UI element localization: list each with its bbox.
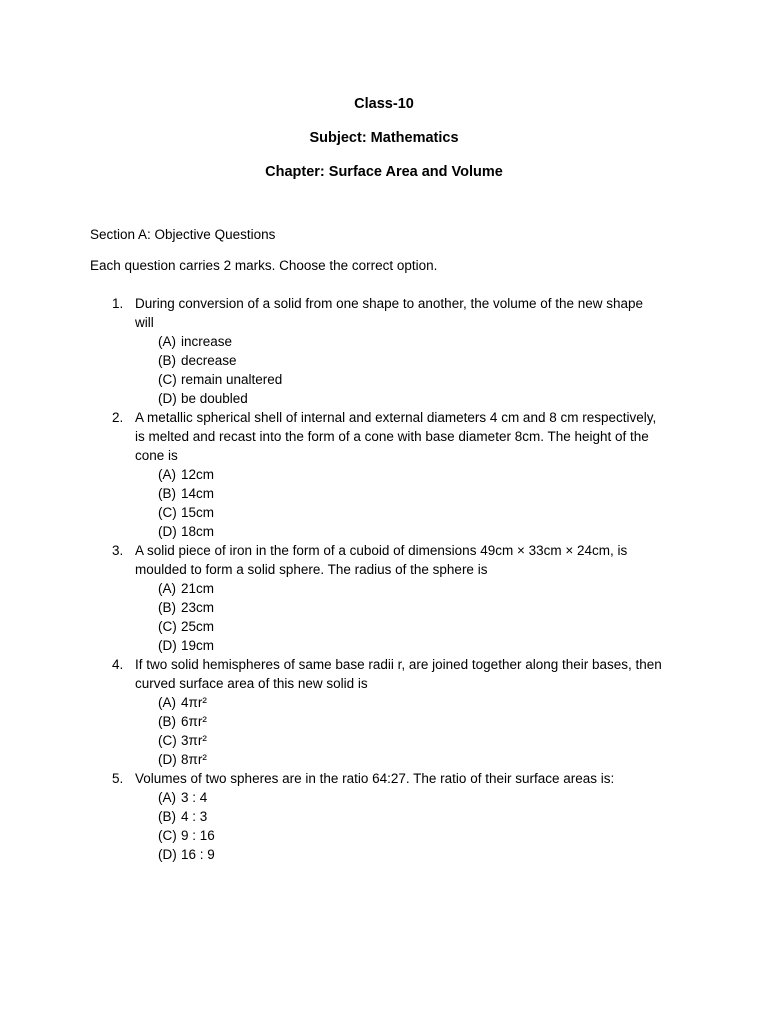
question-text-line: is melted and recast into the form of a cone with base diameter 8cm. The height of the bbox=[135, 429, 649, 444]
option-label: (C) bbox=[158, 733, 177, 748]
option-label: (B) bbox=[158, 714, 176, 729]
option-label: (C) bbox=[158, 372, 177, 387]
question-item bbox=[0, 408, 768, 541]
question-item bbox=[0, 294, 768, 408]
question-text-line: cone is bbox=[135, 448, 178, 463]
option-label: (C) bbox=[158, 828, 177, 843]
option-text: be doubled bbox=[181, 391, 248, 406]
answer-option bbox=[0, 845, 768, 864]
option-text: 18cm bbox=[181, 524, 215, 539]
option-text: 12cm bbox=[181, 467, 215, 482]
option-label: (A) bbox=[158, 695, 176, 710]
answer-option bbox=[0, 465, 768, 484]
question-text bbox=[135, 541, 685, 579]
answer-option bbox=[0, 579, 768, 598]
option-text: decrease bbox=[181, 353, 237, 368]
answer-option bbox=[0, 731, 768, 750]
option-label: (B) bbox=[158, 353, 176, 368]
option-label: (D) bbox=[158, 524, 177, 539]
option-text: 23cm bbox=[181, 600, 215, 615]
option-text: 25cm bbox=[181, 619, 215, 634]
option-label: (B) bbox=[158, 600, 176, 615]
answer-option bbox=[0, 598, 768, 617]
question-text bbox=[135, 294, 685, 332]
class-heading: Class-10 bbox=[354, 96, 414, 112]
option-label: (A) bbox=[158, 334, 176, 349]
answer-option bbox=[0, 826, 768, 845]
answer-option bbox=[0, 636, 768, 655]
option-text: 4 : 3 bbox=[181, 809, 208, 824]
option-label: (C) bbox=[158, 505, 177, 520]
option-text: remain unaltered bbox=[181, 372, 283, 387]
option-text: 14cm bbox=[181, 486, 215, 501]
question-text-line: A solid piece of iron in the form of a cuboid of dimensions 49cm × 33cm × 24cm, is bbox=[135, 543, 628, 558]
option-label: (D) bbox=[158, 391, 177, 406]
question-item bbox=[0, 541, 768, 655]
option-text: 8πr² bbox=[181, 752, 207, 767]
question-text bbox=[135, 769, 685, 788]
answer-option bbox=[0, 332, 768, 351]
answer-option bbox=[0, 807, 768, 826]
instructions-text: Each question carries 2 marks. Choose the correct option. bbox=[90, 258, 438, 273]
question-text-line: A metallic spherical shell of internal and external diameters 4 cm and 8 cm respectively, bbox=[135, 410, 657, 425]
subject-heading: Subject: Mathematics bbox=[309, 130, 459, 146]
question-text-line: moulded to form a solid sphere. The radius of the sphere is bbox=[135, 562, 488, 577]
option-label: (C) bbox=[158, 619, 177, 634]
question-text-line: Volumes of two spheres are in the ratio 64:27. The ratio of their surface areas is: bbox=[135, 771, 615, 786]
question-number: 2. bbox=[112, 410, 124, 425]
question-text bbox=[135, 655, 685, 693]
chapter-heading: Chapter: Surface Area and Volume bbox=[265, 164, 503, 180]
question-text-line: During conversion of a solid from one shape to another, the volume of the new shape bbox=[135, 296, 644, 311]
answer-option bbox=[0, 389, 768, 408]
question-number: 5. bbox=[112, 771, 124, 786]
answer-option bbox=[0, 617, 768, 636]
answer-option bbox=[0, 522, 768, 541]
answer-option bbox=[0, 503, 768, 522]
question-text-line: will bbox=[135, 315, 154, 330]
option-label: (D) bbox=[158, 638, 177, 653]
answer-option bbox=[0, 788, 768, 807]
option-text: 3 : 4 bbox=[181, 790, 208, 805]
option-text: 19cm bbox=[181, 638, 215, 653]
question-number: 4. bbox=[112, 657, 124, 672]
option-label: (B) bbox=[158, 486, 176, 501]
question-text-line: If two solid hemispheres of same base radii r, are joined together along their bases, then bbox=[135, 657, 662, 672]
option-text: 15cm bbox=[181, 505, 215, 520]
question-number: 3. bbox=[112, 543, 124, 558]
option-text: 16 : 9 bbox=[181, 847, 215, 862]
option-text: increase bbox=[181, 334, 233, 349]
question-text bbox=[135, 408, 685, 465]
option-label: (D) bbox=[158, 847, 177, 862]
answer-option bbox=[0, 370, 768, 389]
option-text: 3πr² bbox=[181, 733, 207, 748]
option-label: (D) bbox=[158, 752, 177, 767]
question-list bbox=[0, 294, 768, 864]
answer-option bbox=[0, 712, 768, 731]
answer-option bbox=[0, 693, 768, 712]
question-item bbox=[0, 655, 768, 769]
option-label: (A) bbox=[158, 790, 176, 805]
option-label: (B) bbox=[158, 809, 176, 824]
question-text-line: curved surface area of this new solid is bbox=[135, 676, 368, 691]
option-text: 4πr² bbox=[181, 695, 207, 710]
question-item bbox=[0, 769, 768, 864]
answer-option bbox=[0, 750, 768, 769]
option-label: (A) bbox=[158, 581, 176, 596]
section-title: Section A: Objective Questions bbox=[90, 227, 276, 242]
option-text: 9 : 16 bbox=[181, 828, 215, 843]
option-label: (A) bbox=[158, 467, 176, 482]
answer-option bbox=[0, 351, 768, 370]
option-text: 21cm bbox=[181, 581, 215, 596]
answer-option bbox=[0, 484, 768, 503]
question-number: 1. bbox=[112, 296, 124, 311]
option-text: 6πr² bbox=[181, 714, 207, 729]
